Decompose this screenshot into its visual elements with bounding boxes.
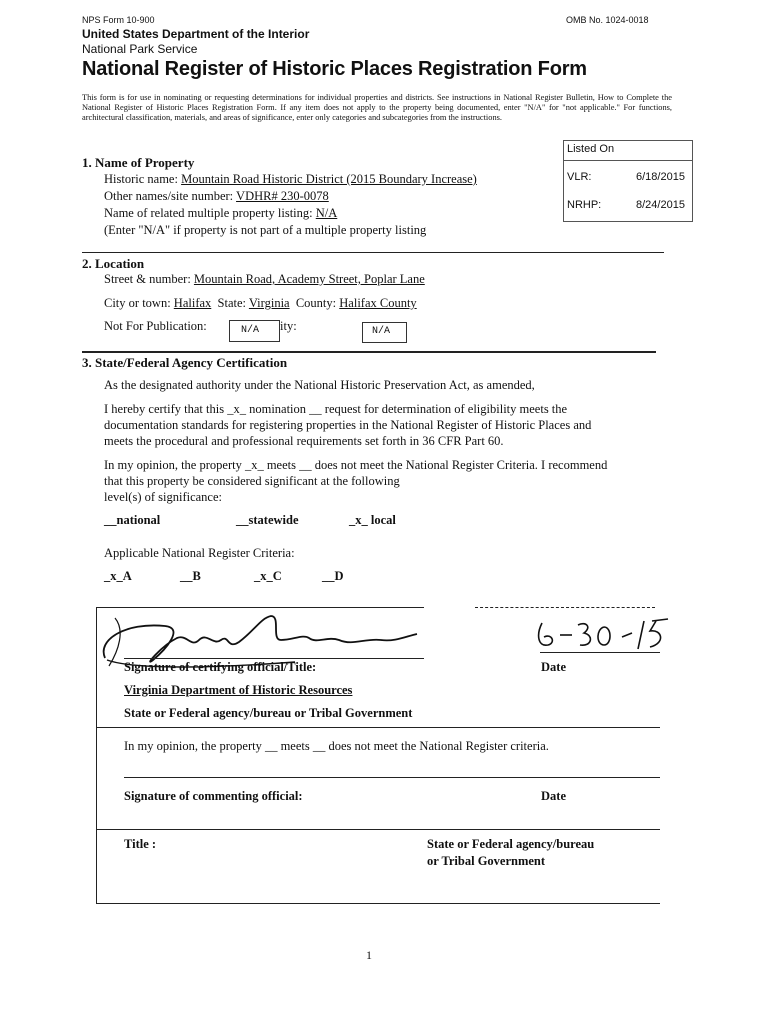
- opinion-line-3: level(s) of significance:: [104, 490, 223, 504]
- level-local: _x_ local: [349, 513, 396, 527]
- vicinity-label-fragment: ity:: [280, 319, 297, 333]
- certifying-agency: Virginia Department of Historic Resources: [124, 683, 353, 697]
- certify-line-3: meets the procedural and professional requirements set forth in 36 CFR Part 60.: [104, 434, 504, 448]
- vicinity-field[interactable]: [362, 322, 407, 343]
- commenting-signature-label: Signature of commenting official:: [124, 789, 303, 803]
- criterion-c: _x_C: [254, 569, 282, 583]
- form-instructions: This form is for use in nominating or requesting determinations for individual properties and districts. See instructions in National Register Bulletin, How to Complete the National Register of Historic Places Registration Form. If any item does not apply to the property being documented, enter "N/A" for "not applicable." For functions, architectural classification, materials, and areas of significance, enter only categories and subcategories from the instructions.: [82, 93, 672, 122]
- street-row: [104, 272, 425, 287]
- certify-line-2: documentation standards for registering properties in the National Register of Historic Places and: [104, 418, 592, 432]
- divider-3: [96, 727, 660, 728]
- opinion-line-1: In my opinion, the property _x_ meets __ does not meet the National Register Criteria. I recommend: [104, 458, 608, 472]
- nrhp-date: 8/24/2015: [636, 199, 685, 211]
- signature-date-label: Date: [541, 660, 566, 674]
- multiple-listing-label: Name of related multiple property listing:: [104, 206, 313, 220]
- county-label: County:: [295, 296, 337, 310]
- page-number: 1: [366, 948, 372, 962]
- criterion-d: __D: [322, 569, 344, 583]
- criterion-a: _x_A: [104, 569, 132, 583]
- department-name: United States Department of the Interior: [82, 27, 310, 41]
- not-for-publication-value: N/A: [241, 325, 260, 336]
- signature-top-line-right: [475, 607, 655, 608]
- agency-label: State or Federal agency/bureau or Tribal Government: [124, 706, 413, 720]
- level-statewide: __statewide: [236, 513, 299, 527]
- certify-line-1: I hereby certify that this _x_ nomination __ request for determination of eligibility meets the: [104, 402, 568, 416]
- street-label: Street & number:: [104, 272, 191, 286]
- vlr-date: 6/18/2015: [636, 171, 685, 183]
- not-for-publication-field[interactable]: [229, 320, 280, 342]
- authority-statement: As the designated authority under the National Historic Preservation Act, as amended,: [104, 378, 535, 392]
- divider-2: [82, 351, 656, 353]
- historic-name-row: [104, 172, 477, 187]
- vicinity-value: N/A: [372, 326, 391, 337]
- agency2-line-2: or Tribal Government: [427, 854, 546, 868]
- not-for-publication-label: Not For Publication:: [104, 319, 207, 333]
- opinion-line-2: that this property be considered significant at the following: [104, 474, 400, 488]
- state-label: State:: [217, 296, 246, 310]
- section1-heading: 1. Name of Property: [82, 155, 195, 170]
- signature-line: [124, 658, 424, 659]
- title-label: Title :: [124, 837, 157, 851]
- date-line: [540, 652, 660, 653]
- multiple-listing-row: [104, 206, 337, 221]
- divider-5: [96, 829, 660, 830]
- street-value: Mountain Road, Academy Street, Poplar Lane: [193, 272, 425, 286]
- listed-on-box: [563, 140, 693, 222]
- signature-top-line: [96, 607, 424, 608]
- omb-number: OMB No. 1024-0018: [566, 15, 649, 25]
- city-state-county-row: [104, 296, 417, 311]
- city-value: Halifax: [173, 296, 212, 310]
- historic-name-value: Mountain Road Historic District (2015 Boundary Increase): [181, 172, 477, 186]
- other-names-label: Other names/site number:: [104, 189, 234, 203]
- county-value: Halifax County: [339, 296, 417, 310]
- nrhp-label: NRHP:: [567, 199, 602, 211]
- form-title: National Register of Historic Places Registration Form: [82, 58, 587, 80]
- agency2-line-1: State or Federal agency/bureau: [427, 837, 595, 851]
- multiple-listing-note: (Enter "N/A" if property is not part of a multiple property listing: [104, 223, 427, 237]
- opinion-commenting: In my opinion, the property __ meets __ does not meet the National Register criteria.: [124, 739, 549, 753]
- other-names-value: VDHR# 230-0078: [236, 189, 329, 203]
- city-label: City or town:: [104, 296, 171, 310]
- criterion-b: __B: [180, 569, 201, 583]
- multiple-listing-value: N/A: [315, 206, 338, 220]
- historic-name-label: Historic name:: [104, 172, 178, 186]
- listed-on-label: Listed On: [567, 143, 615, 155]
- divider-4: [124, 777, 660, 778]
- service-name: National Park Service: [82, 42, 198, 56]
- criteria-label: Applicable National Register Criteria:: [104, 546, 295, 560]
- commenting-date-label: Date: [541, 789, 566, 803]
- other-names-row: [104, 189, 329, 204]
- signature-date-handwritten: [534, 615, 674, 655]
- form-number: NPS Form 10-900: [82, 15, 155, 25]
- section3-heading: 3. State/Federal Agency Certification: [82, 355, 288, 370]
- divider-6: [96, 903, 660, 904]
- section2-heading: 2. Location: [82, 256, 145, 271]
- divider-1: [82, 252, 664, 253]
- level-national: __national: [104, 513, 161, 527]
- vlr-label: VLR:: [567, 171, 592, 183]
- bracket-left: [96, 607, 97, 903]
- state-value: Virginia: [248, 296, 290, 310]
- signature-label: Signature of certifying official/Title:: [124, 660, 317, 674]
